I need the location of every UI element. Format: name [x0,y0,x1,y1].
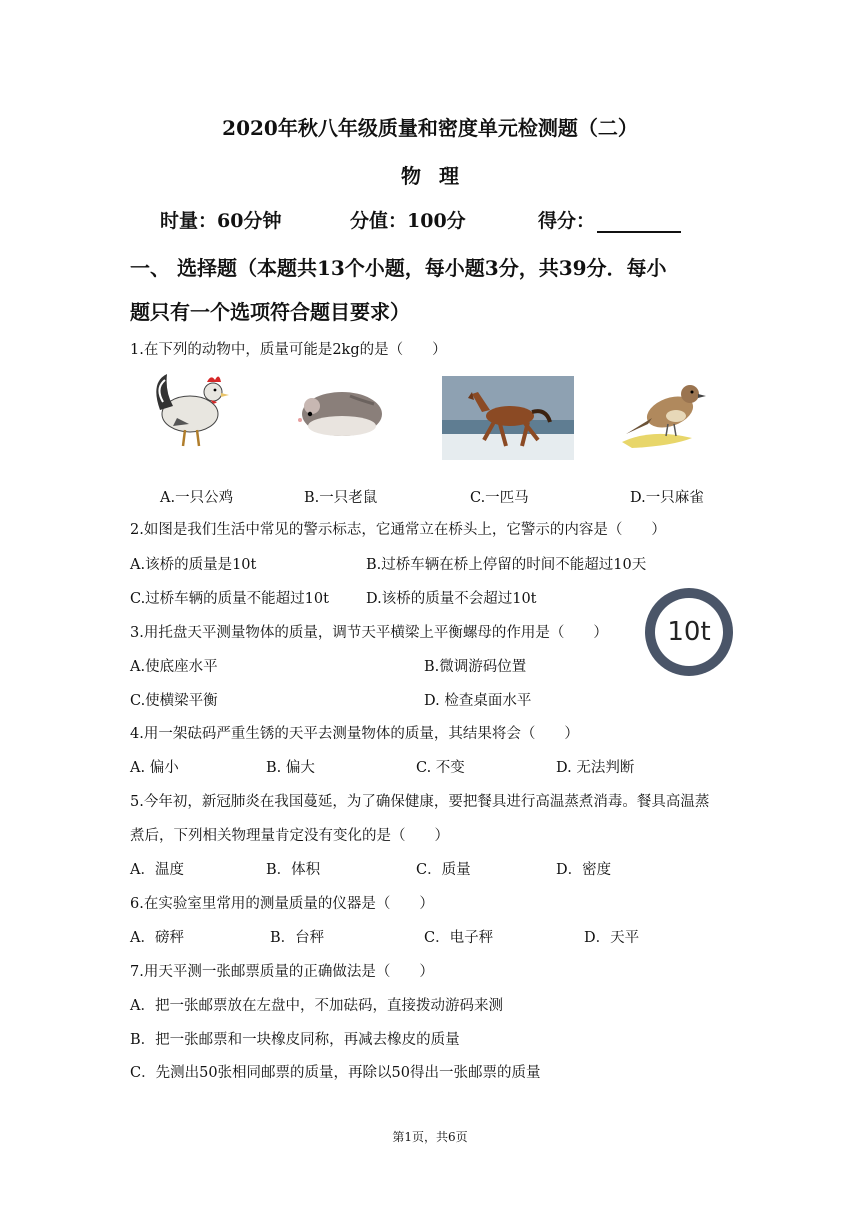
q4-option-b: B. 偏大 [266,760,315,776]
q7-option-b: B．把一张邮票和一块橡皮同称，再减去橡皮的质量 [130,1032,460,1048]
q7-option-a: A．把一张邮票放在左盘中，不加砝码，直接拨动游码来测 [130,998,503,1014]
q6-option-c: C．电子秤 [424,930,494,946]
question-4-stem: 4.用一架砝码严重生锈的天平去测量物体的质量，其结果将会（ ） [130,726,579,742]
weight-limit-text: 10t [655,598,723,666]
q3-option-b: B.微调游码位置 [424,659,527,675]
question-7-stem: 7.用天平测一张邮票质量的正确做法是（ ） [130,964,434,980]
q1-option-a: A.一只公鸡 [160,490,234,506]
question-3-stem: 3.用托盘天平测量物体的质量，调节天平横梁上平衡螺母的作用是（ ） [130,625,608,641]
q2-option-b: B.过桥车辆在桥上停留的时间不能超过10天 [366,557,647,573]
q3-option-c: C.使横梁平衡 [130,693,218,709]
q7-option-c: C．先测出50张相同邮票的质量，再除以50得出一张邮票的质量 [130,1065,541,1081]
q6-option-a: A．磅秤 [130,930,184,946]
q2-option-d: D.该桥的质量不会超过10t [366,591,537,607]
q5-option-d: D．密度 [556,862,612,878]
q4-option-c: C. 不变 [416,760,465,776]
q6-option-b: B．台秤 [270,930,325,946]
q1-option-d: D.一只麻雀 [630,490,704,506]
q6-option-d: D．天平 [584,930,640,946]
subject-label: 物理 [401,164,477,188]
q5-option-c: C．质量 [416,862,471,878]
section-heading-line1: 一、 选择题（本题共13个小题，每小题3分，共39分．每小 [130,256,667,280]
q5-option-b: B．体积 [266,862,321,878]
page-number: 第1页，共6页 [392,1130,468,1144]
q4-option-a: A. 偏小 [130,760,179,776]
rooster-image [145,362,235,452]
sparrow-image [612,372,722,452]
q1-option-b: B.一只老鼠 [304,490,378,506]
total-score: 分值：100分 [350,210,466,232]
question-5-stem-line2: 煮后，下列相关物理量肯定没有变化的是（ ） [130,828,449,844]
q3-option-d: D. 检查桌面水平 [424,693,532,709]
question-6-stem: 6.在实验室里常用的测量质量的仪器是（ ） [130,896,434,912]
score-field [538,206,681,233]
q3-option-a: A.使底座水平 [130,659,218,675]
time-limit: 时量：60分钟 [160,210,282,232]
q4-option-d: D. 无法判断 [556,760,635,776]
q1-option-c: C.一匹马 [470,490,529,506]
section-heading-line2: 题只有一个选项符合题目要求） [130,300,410,324]
question-2-stem: 2.如图是我们生活中常见的警示标志，它通常立在桥头上，它警示的内容是（ ） [130,522,666,538]
mouse-image [290,380,390,442]
horse-image [442,376,574,460]
question-1-stem: 1.在下列的动物中，质量可能是2kg的是（ ） [130,342,447,358]
score-label: 得分： [538,210,596,232]
q2-option-a: A.该桥的质量是10t [130,557,257,573]
question-5-stem-line1: 5.今年初，新冠肺炎在我国蔓延，为了确保健康，要把餐具进行高温蒸煮消毒。餐具高温蒸 [130,794,710,810]
page-title: 2020年秋八年级质量和密度单元检测题（二） [222,116,638,140]
q2-option-c: C.过桥车辆的质量不能超过10t [130,591,329,607]
q5-option-a: A．温度 [130,862,184,878]
weight-limit-sign [645,588,733,676]
score-blank [597,213,681,233]
